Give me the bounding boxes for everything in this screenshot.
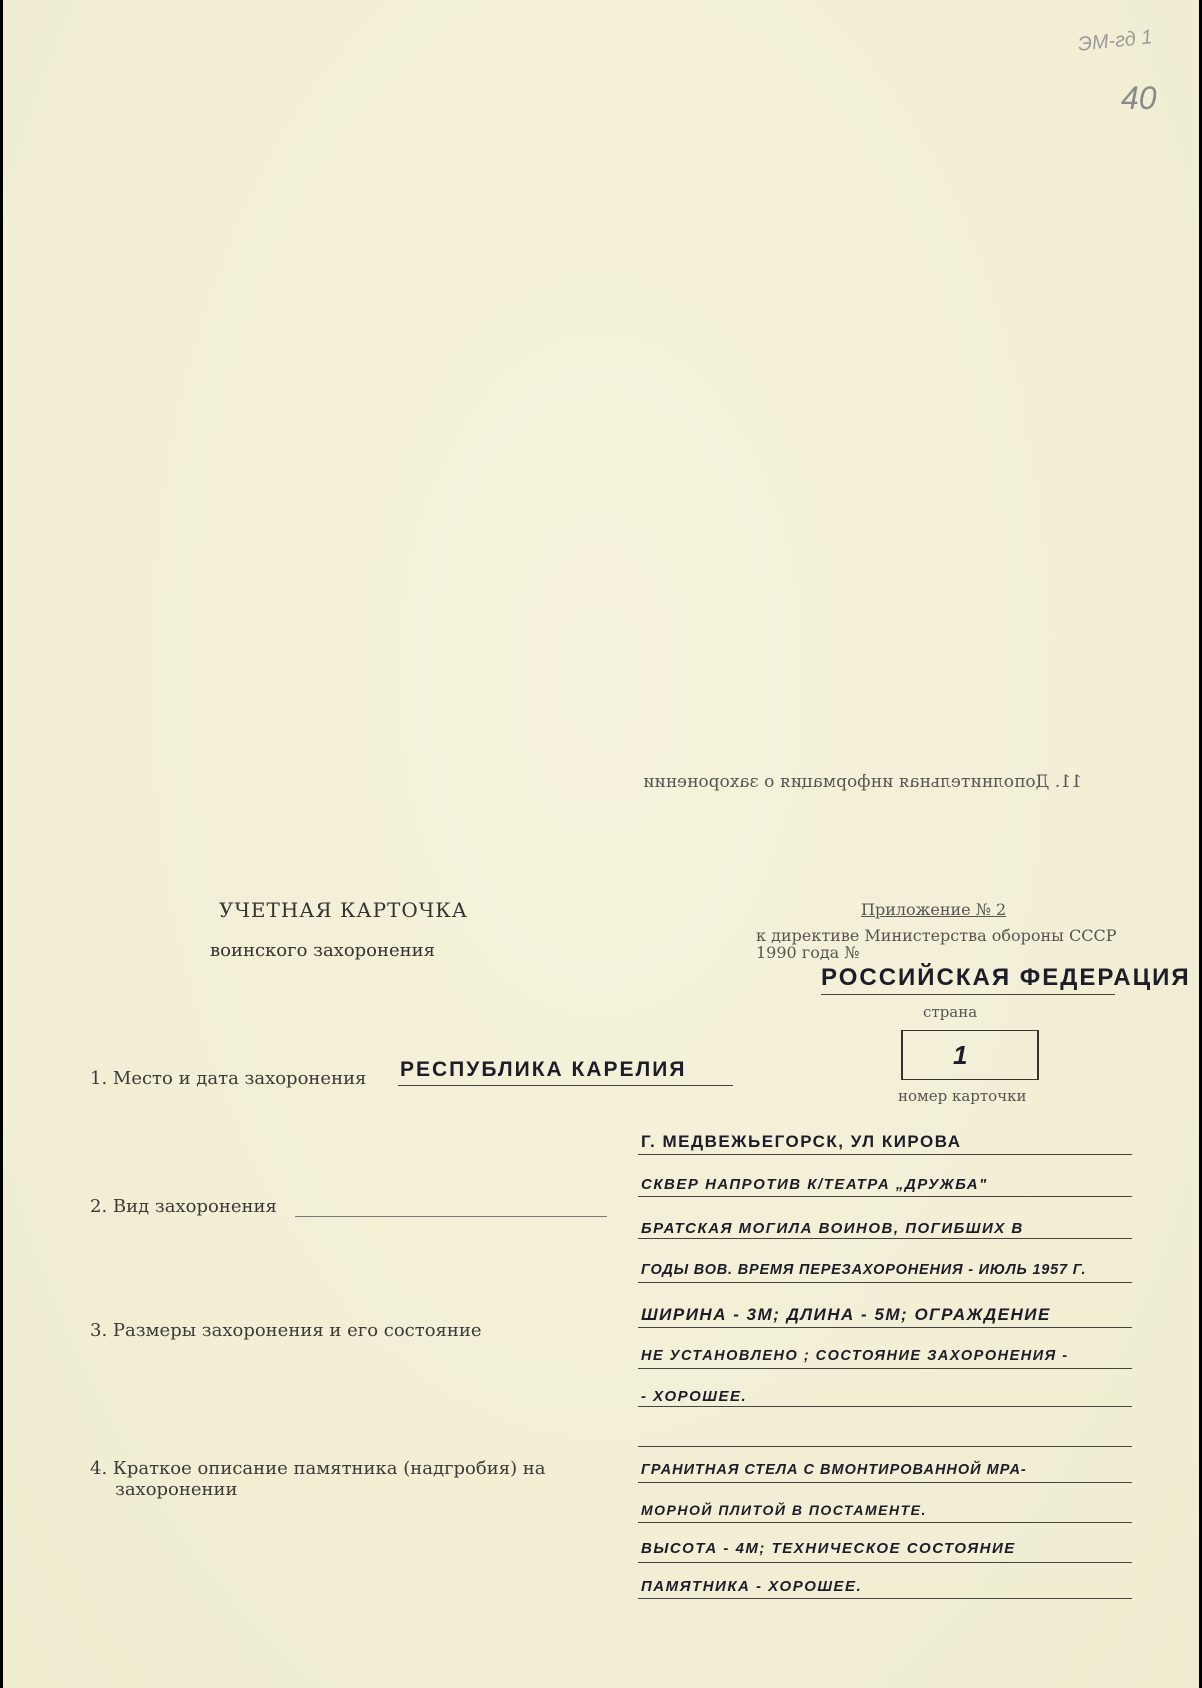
mirrored-section-header: 11. Дополнительная информация о захоронении — [643, 772, 1082, 792]
monument-line-3: ВЫСОТА - 4М; ТЕХНИЧЕСКОЕ СОСТОЯНИЕ — [641, 1540, 1016, 1557]
place-value: РЕСПУБЛИКА КАРЕЛИЯ — [400, 1058, 687, 1081]
monument-label-line-1: 4. Краткое описание памятника (надгробия) на — [90, 1458, 546, 1479]
country-caption: страна — [923, 1003, 978, 1021]
appendix-directive: к директиве Министерства обороны СССР — [756, 926, 1117, 945]
place-line-3-underline — [638, 1238, 1132, 1239]
monument-line-2: МОРНОЙ ПЛИТОЙ В ПОСТАМЕНТЕ. — [641, 1502, 927, 1518]
size-line-2: НЕ УСТАНОВЛЕНО ; СОСТОЯНИЕ ЗАХОРОНЕНИЯ - — [641, 1348, 1069, 1364]
size-label: 3. Размеры захоронения и его состояние — [90, 1320, 482, 1341]
pencil-archive-note: ЭМ-гд 1 — [1077, 26, 1154, 56]
size-line-2-underline — [638, 1368, 1132, 1369]
country-value: РОССИЙСКАЯ ФЕДЕРАЦИЯ — [821, 964, 1191, 991]
monument-line-4: ПАМЯТНИКА - ХОРОШЕЕ. — [641, 1578, 863, 1595]
place-line-2: СКВЕР НАПРОТИВ К/ТЕАТРА „ДРУЖБА" — [641, 1176, 988, 1193]
place-line-2-underline — [638, 1196, 1132, 1197]
card-subtitle: воинского захоронения — [210, 940, 436, 961]
place-line-1: Г. МЕДВЕЖЬЕГОРСК, УЛ КИРОВА — [641, 1132, 962, 1151]
place-line-3: БРАТСКАЯ МОГИЛА ВОИНОВ, ПОГИБШИХ В — [641, 1220, 1024, 1237]
type-label: 2. Вид захоронения — [90, 1196, 277, 1217]
size-line-4-underline — [638, 1446, 1132, 1447]
place-label: 1. Место и дата захоронения — [90, 1068, 367, 1089]
place-underline — [398, 1085, 733, 1086]
card-title: УЧЕТНАЯ КАРТОЧКА — [219, 898, 468, 922]
country-underline — [821, 994, 1115, 995]
monument-line-3-underline — [638, 1562, 1132, 1563]
place-line-4: ГОДЫ ВОВ. ВРЕМЯ ПЕРЕЗАХОРОНЕНИЯ - ИЮЛЬ 1957 Г. — [641, 1262, 1087, 1278]
size-line-1-underline — [638, 1327, 1132, 1328]
size-line-3-underline — [638, 1406, 1132, 1407]
type-underline — [295, 1216, 607, 1217]
appendix-label: Приложение № 2 — [861, 900, 1007, 919]
size-line-1: ШИРИНА - 3М; ДЛИНА - 5М; ОГРАЖДЕНИЕ — [641, 1305, 1051, 1324]
monument-line-1: ГРАНИТНАЯ СТЕЛА С ВМОНТИРОВАННОЙ МРА- — [641, 1462, 1027, 1478]
appendix-year: 1990 года № — [756, 943, 860, 962]
monument-line-1-underline — [638, 1482, 1132, 1483]
monument-line-2-underline — [638, 1522, 1132, 1523]
place-line-4-underline — [638, 1282, 1132, 1283]
document-page — [3, 0, 1199, 1688]
place-line-1-underline — [638, 1154, 1132, 1155]
monument-line-4-underline — [638, 1598, 1132, 1599]
card-number-caption: номер карточки — [898, 1087, 1027, 1105]
page-number: 40 — [1121, 80, 1157, 116]
card-number-value: 1 — [953, 1040, 969, 1070]
card-number-box — [901, 1030, 1039, 1080]
size-line-3: - ХОРОШЕЕ. — [641, 1388, 748, 1405]
monument-label-line-2: захоронении — [115, 1479, 238, 1500]
